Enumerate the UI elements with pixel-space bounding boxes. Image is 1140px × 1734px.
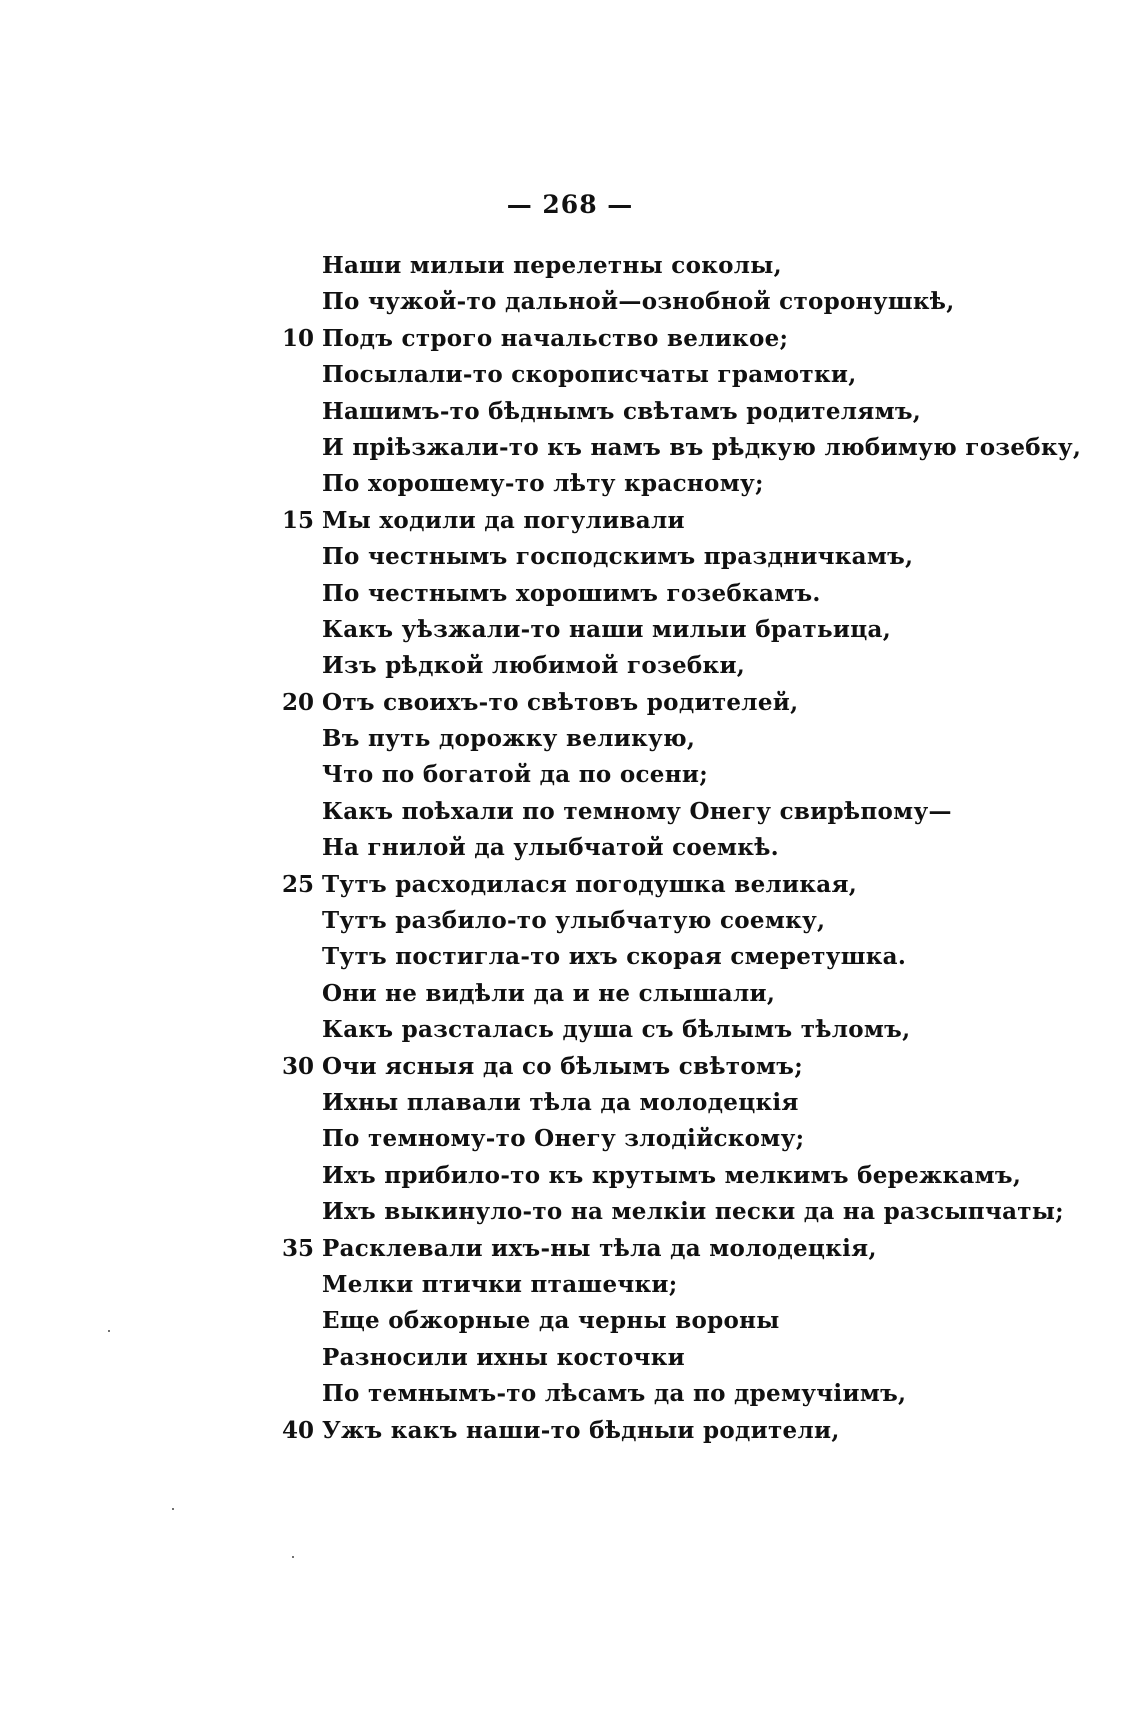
poem-line [0,321,1140,357]
line-text: Подъ строго начальство великое; [322,324,789,352]
scan-speck [172,1508,174,1510]
poem-line [0,648,1140,684]
line-text: Тутъ постигла-то ихъ скорая смеретушка. [322,943,907,971]
poem-line [0,757,1140,793]
poem-line [0,721,1140,757]
poem-line [0,1049,1140,1085]
poem-line [0,1085,1140,1121]
poem-line [0,1231,1140,1267]
poem-line [0,1194,1140,1230]
poem-line [0,539,1140,575]
poem-line [0,867,1140,903]
line-text: Посылали-то скорописчаты грамотки, [322,361,857,389]
poem-line [0,1303,1140,1339]
poem-line [0,903,1140,939]
poem-line [0,430,1140,466]
line-text: По честнымъ господскимъ праздничкамъ, [322,543,914,571]
line-text: Ихъ прибило-то къ крутымъ мелкимъ бережкамъ, [322,1161,1022,1189]
poem-line [0,1413,1140,1449]
poem-line [0,248,1140,284]
poem-line [0,576,1140,612]
line-text: Какъ разсталась душа съ бѣлымъ тѣломъ, [322,1016,911,1044]
poem-line [0,1340,1140,1376]
line-text: По хорошему-то лѣту красному; [322,470,764,498]
poem-line [0,284,1140,320]
line-text: Разносили ихны косточки [322,1343,686,1371]
line-text: Мелки птички пташечки; [322,1270,678,1298]
poem-line [0,976,1140,1012]
poem-line [0,357,1140,393]
poem-line [0,394,1140,430]
line-text: Изъ рѣдкой любимой гозебки, [322,652,746,680]
line-number: 25 [282,870,315,898]
line-text: Еще обжорные да черны вороны [322,1307,780,1335]
line-number: 10 [282,324,315,352]
line-text: Расклевали ихъ-ны тѣла да молодецкiя, [322,1234,877,1262]
poem-line [0,612,1140,648]
poem-line [0,794,1140,830]
scan-speck [292,1556,294,1558]
line-text: Отъ своихъ-то свѣтовъ родителей, [322,688,799,716]
poem-line [0,1012,1140,1048]
page-number: — 268 — [506,190,634,219]
line-text: По чужой-то дальной—ознобной сторонушкѣ, [322,288,955,316]
line-text: Они не видѣли да и не слышали, [322,979,776,1007]
line-number: 15 [282,506,315,534]
line-text: Ихны плавали тѣла да молодецкiя [322,1088,799,1116]
line-text: Какъ поѣхали по темному Онегу свирѣпому— [322,797,952,825]
line-text: Мы ходили да погуливали [322,506,685,534]
poem-line [0,1376,1140,1412]
poem-text [0,248,1140,1449]
poem-line [0,939,1140,975]
line-text: Какъ уѣзжали-то наши милыи братьица, [322,615,892,643]
line-text: По честнымъ хорошимъ гозебкамъ. [322,579,821,607]
line-text: Нашимъ-то бѣднымъ свѣтамъ родителямъ, [322,397,922,425]
line-text: И прiѣзжали-то къ намъ въ рѣдкую любимую гозебку, [322,433,1082,461]
line-number: 35 [282,1234,315,1262]
line-text: Въ путь дорожку великую, [322,725,696,753]
scan-speck [108,1330,110,1332]
line-text: По темнымъ-то лѣсамъ да по дремучiимъ, [322,1380,907,1408]
line-text: Тутъ разбило-то улыбчатую соемку, [322,907,826,935]
line-text: Тутъ расходилася погодушка великая, [322,870,858,898]
line-text: По темному-то Онегу злодiйскому; [322,1125,805,1153]
line-text: Ихъ выкинуло-то на мелкiи пески да на разсыпчаты; [322,1198,1064,1226]
poem-line [0,685,1140,721]
poem-line [0,503,1140,539]
line-number: 40 [282,1416,315,1444]
poem-line [0,1267,1140,1303]
line-text: На гнилой да улыбчатой соемкѣ. [322,834,779,862]
poem-line [0,830,1140,866]
line-number: 20 [282,688,315,716]
line-text: Очи ясныя да со бѣлымъ свѣтомъ; [322,1052,803,1080]
line-number: 30 [282,1052,315,1080]
line-text: Наши милыи перелетны соколы, [322,252,782,279]
poem-line [0,1158,1140,1194]
poem-line [0,466,1140,502]
line-text: Что по богатой да по осени; [322,761,709,789]
poem-line [0,1121,1140,1157]
line-text: Ужъ какъ наши-то бѣдныи родители, [322,1416,840,1444]
